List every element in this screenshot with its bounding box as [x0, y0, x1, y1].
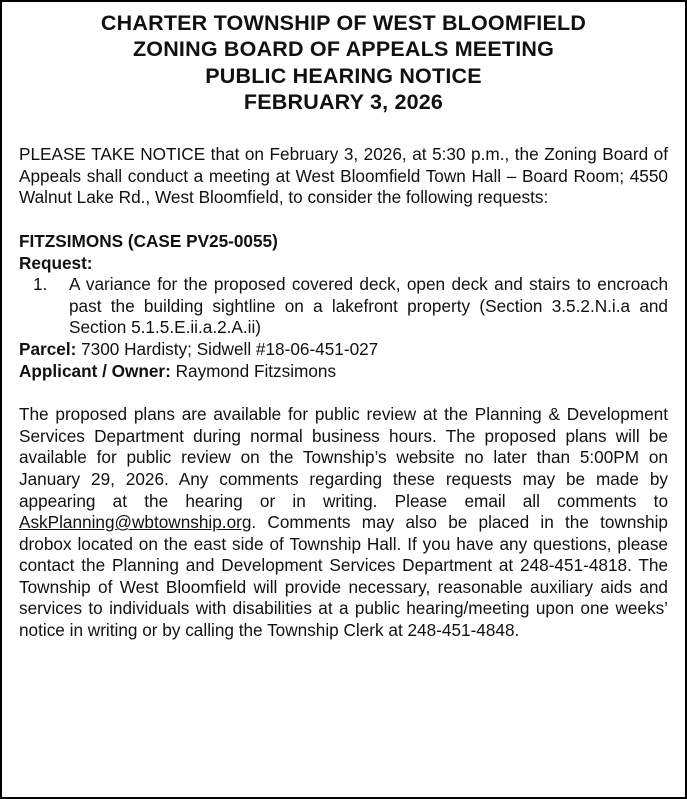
title-date: FEBRUARY 3, 2026	[243, 89, 444, 114]
applicant-value: Raymond Fitzsimons	[170, 360, 337, 381]
request-text: A variance for the proposed covered deck, open deck and stairs to encroach past the building sightline on a lakefront property (Section 3.5.2.N.i.a and Section 5.1.5.E.ii.a.2.A.ii)	[69, 274, 668, 338]
body-paragraph	[19, 404, 668, 642]
request-list	[19, 274, 668, 339]
request-item	[19, 274, 668, 339]
case-section	[19, 231, 668, 382]
case-heading: FITZSIMONS (CASE PV25-0055)	[19, 230, 278, 251]
applicant-label: Applicant / Owner:	[19, 360, 171, 381]
email-link[interactable]: AskPlanning@wbtownship.org	[19, 512, 252, 533]
parcel-value: 7300 Hardisty; Sidwell #18-06-451-027	[76, 338, 379, 359]
title-township: CHARTER TOWNSHIP OF WEST BLOOMFIELD	[100, 11, 587, 35]
notice-title	[19, 10, 668, 115]
body-text-start: The proposed plans are available for public review at the Planning & Development Services Department during normal business hours. The proposed plans will be available for public review on the Township’s website no later than 5:00PM on January 29, 2026. Any comments regarding these requests may be made by appearing at the hearing or in writing. Please email all comments to	[19, 404, 668, 511]
request-number: 1.	[33, 274, 48, 295]
intro-paragraph: PLEASE TAKE NOTICE that on February 3, 2026, at 5:30 p.m., the Zoning Board of Appeals shall conduct a meeting at West Bloomfield Town Hall – Board Room; 4550 Walnut Lake Rd., West Bloomfield, to consider the following requests:	[19, 144, 668, 208]
parcel-label: Parcel:	[19, 338, 77, 359]
title-board: ZONING BOARD OF APPEALS MEETING	[132, 37, 555, 62]
parcel-line	[19, 339, 668, 361]
title-notice: PUBLIC HEARING NOTICE	[205, 63, 482, 88]
request-label: Request:	[19, 252, 93, 273]
body-text-end: . Comments may also be placed in the township drobox located on the east side of Township Hall. If you have any questions, please contact the Planning and Development Services Department at 248-451-4818. The Township of West Bloomfield will provide necessary, reasonable auxiliary aids and services to individuals with disabilities at a public hearing/meeting upon one weeks’ notice in writing or by calling the Township Clerk at 248-451-4848.	[19, 512, 668, 641]
applicant-line	[19, 361, 668, 383]
